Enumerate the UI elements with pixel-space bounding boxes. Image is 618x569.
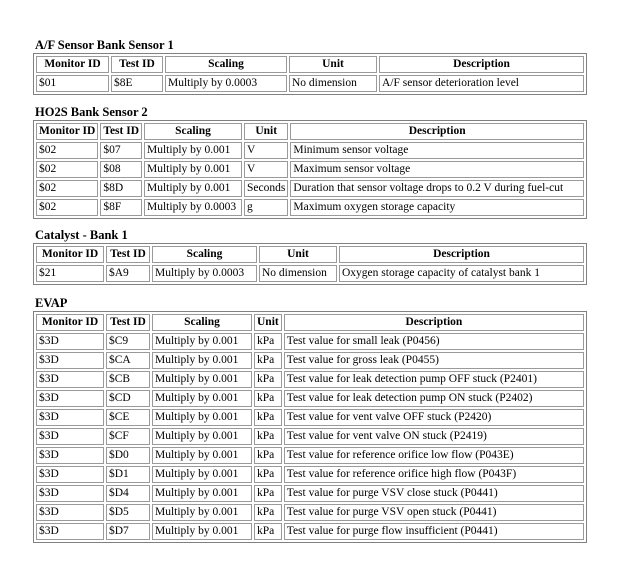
section-title: Catalyst - Bank 1 — [35, 228, 128, 242]
header-row — [36, 246, 584, 263]
cell-description: Maximum oxygen storage capacity — [290, 199, 584, 216]
cell-monitor-id: $01 — [36, 75, 109, 92]
evap-table — [33, 311, 587, 543]
cell-scaling: Multiply by 0.001 — [152, 352, 252, 369]
section-title: HO2S Bank Sensor 2 — [35, 105, 148, 119]
cell-test-id: $D0 — [106, 447, 150, 464]
table-row — [36, 161, 584, 178]
cell-scaling: Multiply by 0.001 — [152, 371, 252, 388]
cell-monitor-id: $3D — [36, 447, 104, 464]
table-row — [36, 371, 584, 388]
cell-unit: kPa — [254, 352, 282, 369]
cell-test-id: $A9 — [106, 265, 150, 282]
cell-test-id: $D5 — [106, 504, 150, 521]
cell-description: Test value for purge flow insufficient (P0441) — [284, 523, 584, 540]
cell-monitor-id: $3D — [36, 390, 104, 407]
cell-description: Test value for gross leak (P0455) — [284, 352, 584, 369]
cell-scaling: Multiply by 0.001 — [144, 142, 242, 159]
cell-scaling: Multiply by 0.001 — [144, 161, 242, 178]
cell-scaling: Multiply by 0.001 — [152, 333, 252, 350]
table-row — [36, 485, 584, 502]
col-unit: Unit — [254, 314, 282, 331]
cell-unit: kPa — [254, 504, 282, 521]
table-row — [36, 447, 584, 464]
cell-description: Test value for vent valve OFF stuck (P2420) — [284, 409, 584, 426]
cell-unit: V — [244, 142, 288, 159]
cell-test-id: $CF — [106, 428, 150, 445]
section-title: EVAP — [35, 296, 68, 310]
cell-monitor-id: $3D — [36, 504, 104, 521]
cell-description: Minimum sensor voltage — [290, 142, 584, 159]
cell-unit: No dimension — [289, 75, 377, 92]
cell-test-id: $08 — [100, 161, 142, 178]
cell-test-id: $CE — [106, 409, 150, 426]
cell-scaling: Multiply by 0.0003 — [165, 75, 287, 92]
cell-scaling: Multiply by 0.001 — [152, 485, 252, 502]
table-row — [36, 352, 584, 369]
col-test-id: Test ID — [111, 56, 163, 73]
table-row — [36, 428, 584, 445]
cell-test-id: $07 — [100, 142, 142, 159]
cell-description: Test value for leak detection pump OFF stuck (P2401) — [284, 371, 584, 388]
cell-monitor-id: $3D — [36, 371, 104, 388]
col-unit: Unit — [259, 246, 337, 263]
table-row — [36, 504, 584, 521]
cell-monitor-id: $3D — [36, 352, 104, 369]
cell-scaling: Multiply by 0.001 — [152, 390, 252, 407]
cell-test-id: $D1 — [106, 466, 150, 483]
cell-unit: V — [244, 161, 288, 178]
cell-monitor-id: $3D — [36, 428, 104, 445]
cell-monitor-id: $3D — [36, 523, 104, 540]
col-description: Description — [339, 246, 584, 263]
cell-unit: kPa — [254, 409, 282, 426]
cell-monitor-id: $3D — [36, 466, 104, 483]
table-row — [36, 180, 584, 197]
cell-test-id: $D4 — [106, 485, 150, 502]
col-monitor-id: Monitor ID — [36, 123, 98, 140]
section-title: A/F Sensor Bank Sensor 1 — [35, 38, 174, 52]
cell-unit: kPa — [254, 371, 282, 388]
section-evap — [33, 296, 587, 543]
cell-test-id: $D7 — [106, 523, 150, 540]
cell-scaling: Multiply by 0.0003 — [144, 199, 242, 216]
table-row — [36, 75, 584, 92]
table-row — [36, 142, 584, 159]
cell-test-id: $8D — [100, 180, 142, 197]
ho2s-sensor-table — [33, 120, 587, 219]
cell-unit: g — [244, 199, 288, 216]
cell-scaling: Multiply by 0.001 — [144, 180, 242, 197]
table-row — [36, 390, 584, 407]
cell-description: Test value for reference orifice high flow (P043F) — [284, 466, 584, 483]
cell-unit: kPa — [254, 523, 282, 540]
section-af-sensor — [33, 38, 587, 95]
col-description: Description — [379, 56, 584, 73]
cell-monitor-id: $02 — [36, 180, 98, 197]
cell-unit: kPa — [254, 333, 282, 350]
header-row — [36, 56, 584, 73]
cell-test-id: $CD — [106, 390, 150, 407]
header-row — [36, 314, 584, 331]
cell-unit: kPa — [254, 485, 282, 502]
cell-description: Test value for purge VSV close stuck (P0441) — [284, 485, 584, 502]
cell-unit: kPa — [254, 447, 282, 464]
cell-monitor-id: $3D — [36, 485, 104, 502]
cell-description: Test value for reference orifice low flow (P043E) — [284, 447, 584, 464]
cell-monitor-id: $02 — [36, 161, 98, 178]
cell-unit: kPa — [254, 390, 282, 407]
cell-unit: Seconds — [244, 180, 288, 197]
cell-monitor-id: $21 — [36, 265, 104, 282]
cell-unit: kPa — [254, 428, 282, 445]
cell-test-id: $C9 — [106, 333, 150, 350]
cell-test-id: $CB — [106, 371, 150, 388]
section-ho2s-sensor — [33, 105, 587, 219]
cell-test-id: $8E — [111, 75, 163, 92]
col-test-id: Test ID — [106, 246, 150, 263]
table-row — [36, 523, 584, 540]
col-scaling: Scaling — [144, 123, 242, 140]
cell-description: Maximum sensor voltage — [290, 161, 584, 178]
col-description: Description — [290, 123, 584, 140]
section-catalyst — [33, 228, 587, 285]
table-row — [36, 199, 584, 216]
cell-monitor-id: $02 — [36, 199, 98, 216]
col-scaling: Scaling — [152, 246, 257, 263]
cell-scaling: Multiply by 0.001 — [152, 447, 252, 464]
col-unit: Unit — [289, 56, 377, 73]
cell-monitor-id: $3D — [36, 409, 104, 426]
cell-scaling: Multiply by 0.001 — [152, 523, 252, 540]
catalyst-table — [33, 243, 587, 285]
col-description: Description — [284, 314, 584, 331]
col-monitor-id: Monitor ID — [36, 56, 109, 73]
cell-description: A/F sensor deterioration level — [379, 75, 584, 92]
table-row — [36, 333, 584, 350]
cell-description: Test value for vent valve ON stuck (P2419) — [284, 428, 584, 445]
col-monitor-id: Monitor ID — [36, 246, 104, 263]
af-sensor-table — [33, 53, 587, 95]
cell-scaling: Multiply by 0.0003 — [152, 265, 257, 282]
cell-monitor-id: $02 — [36, 142, 98, 159]
cell-unit: kPa — [254, 466, 282, 483]
col-scaling: Scaling — [165, 56, 287, 73]
cell-description: Test value for small leak (P0456) — [284, 333, 584, 350]
table-row — [36, 466, 584, 483]
col-test-id: Test ID — [100, 123, 142, 140]
cell-scaling: Multiply by 0.001 — [152, 428, 252, 445]
table-row — [36, 409, 584, 426]
cell-scaling: Multiply by 0.001 — [152, 409, 252, 426]
col-scaling: Scaling — [152, 314, 252, 331]
cell-description: Oxygen storage capacity of catalyst bank 1 — [339, 265, 584, 282]
cell-unit: No dimension — [259, 265, 337, 282]
table-row — [36, 265, 584, 282]
cell-description: Test value for leak detection pump ON stuck (P2402) — [284, 390, 584, 407]
col-test-id: Test ID — [106, 314, 150, 331]
cell-test-id: $8F — [100, 199, 142, 216]
cell-scaling: Multiply by 0.001 — [152, 504, 252, 521]
cell-test-id: $CA — [106, 352, 150, 369]
col-unit: Unit — [244, 123, 288, 140]
header-row — [36, 123, 584, 140]
cell-description: Duration that sensor voltage drops to 0.2 V during fuel-cut — [290, 180, 584, 197]
cell-description: Test value for purge VSV open stuck (P0441) — [284, 504, 584, 521]
cell-monitor-id: $3D — [36, 333, 104, 350]
cell-scaling: Multiply by 0.001 — [152, 466, 252, 483]
col-monitor-id: Monitor ID — [36, 314, 104, 331]
